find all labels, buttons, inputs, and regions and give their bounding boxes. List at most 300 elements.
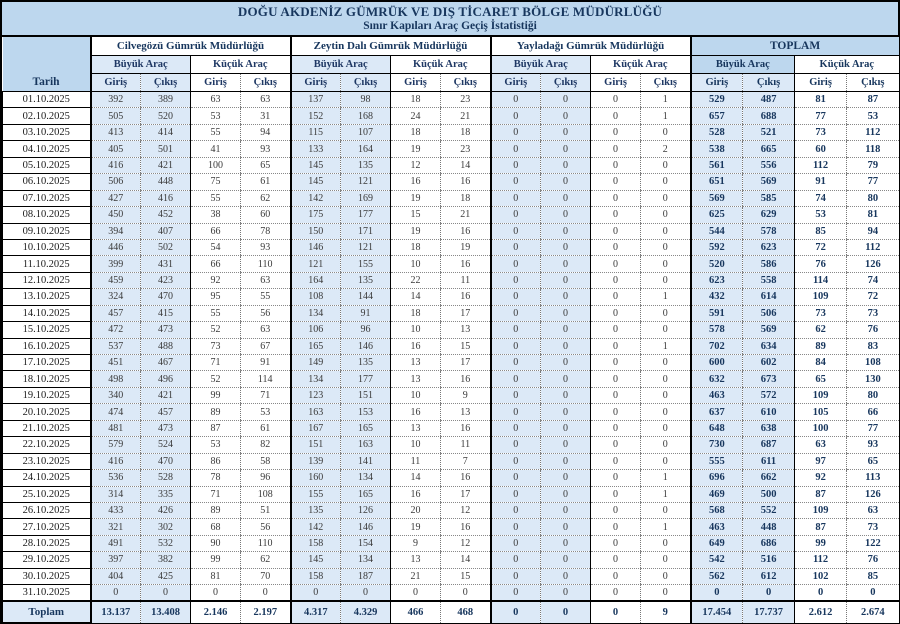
value-cell: 0 <box>491 239 541 255</box>
value-cell: 55 <box>191 305 241 321</box>
table-row <box>3 568 899 584</box>
value-cell: 141 <box>341 453 391 469</box>
date-cell: 25.10.2025 <box>3 486 91 502</box>
value-cell: 614 <box>743 289 795 305</box>
value-cell: 520 <box>691 256 743 272</box>
value-cell: 0 <box>541 535 591 551</box>
value-cell: 0 <box>541 371 591 387</box>
table-row <box>3 404 899 420</box>
value-cell: 0 <box>591 355 641 371</box>
value-cell: 648 <box>691 420 743 436</box>
value-cell: 10 <box>391 322 441 338</box>
report-title: DOĞU AKDENİZ GÜMRÜK VE DIŞ TİCARET BÖLGE MÜDÜRLÜĞÜ <box>237 4 663 19</box>
header-row-direction <box>3 74 899 92</box>
value-cell: 0 <box>591 470 641 486</box>
value-cell: 0 <box>491 486 541 502</box>
value-cell: 448 <box>743 519 795 535</box>
value-cell: 491 <box>91 535 141 551</box>
value-cell: 11 <box>441 437 491 453</box>
header-row-vehicle <box>3 56 899 74</box>
value-cell: 7 <box>441 453 491 469</box>
value-cell: 18 <box>441 124 491 140</box>
value-cell: 623 <box>743 239 795 255</box>
direction-header: Giriş <box>795 74 847 92</box>
direction-header: Çıkış <box>847 74 899 92</box>
value-cell: 16 <box>441 256 491 272</box>
value-cell: 0 <box>541 174 591 190</box>
value-cell: 421 <box>141 387 191 403</box>
value-cell: 528 <box>691 124 743 140</box>
value-cell: 0 <box>491 585 541 601</box>
table-row <box>3 453 899 469</box>
value-cell: 1 <box>641 486 691 502</box>
value-cell: 0 <box>691 585 743 601</box>
date-cell: 03.10.2025 <box>3 124 91 140</box>
value-cell: 0 <box>541 289 591 305</box>
value-cell: 108 <box>291 289 341 305</box>
value-cell: 0 <box>591 338 641 354</box>
value-cell: 0 <box>541 157 591 173</box>
value-cell: 20 <box>391 502 441 518</box>
value-cell: 532 <box>141 535 191 551</box>
value-cell: 498 <box>91 371 141 387</box>
value-cell: 558 <box>743 272 795 288</box>
value-cell: 73 <box>795 305 847 321</box>
value-cell: 0 <box>141 585 191 601</box>
value-cell: 78 <box>241 223 291 239</box>
value-cell: 505 <box>91 108 141 124</box>
value-cell: 473 <box>141 322 191 338</box>
value-cell: 637 <box>691 404 743 420</box>
table-row <box>3 502 899 518</box>
vehicle-type-header: Büyük Araç <box>91 56 191 74</box>
value-cell: 10 <box>391 387 441 403</box>
value-cell: 135 <box>341 272 391 288</box>
value-cell: 610 <box>743 404 795 420</box>
date-cell: 27.10.2025 <box>3 519 91 535</box>
value-cell: 0 <box>591 322 641 338</box>
value-cell: 0 <box>641 568 691 584</box>
value-cell: 561 <box>691 157 743 173</box>
value-cell: 135 <box>341 355 391 371</box>
value-cell: 16 <box>441 420 491 436</box>
value-cell: 0 <box>641 124 691 140</box>
value-cell: 452 <box>141 207 191 223</box>
value-cell: 0 <box>591 239 641 255</box>
table-row <box>3 157 899 173</box>
value-cell: 0 <box>491 437 541 453</box>
value-cell: 81 <box>795 92 847 108</box>
value-cell: 73 <box>847 519 899 535</box>
table-row <box>3 470 899 486</box>
value-cell: 340 <box>91 387 141 403</box>
value-cell: 0 <box>591 535 641 551</box>
value-cell: 0 <box>641 404 691 420</box>
value-cell: 730 <box>691 437 743 453</box>
value-cell: 649 <box>691 535 743 551</box>
value-cell: 629 <box>743 207 795 223</box>
value-cell: 0 <box>491 223 541 239</box>
value-cell: 108 <box>241 486 291 502</box>
value-cell: 19 <box>391 190 441 206</box>
value-cell: 544 <box>691 223 743 239</box>
value-cell: 506 <box>91 174 141 190</box>
date-cell: 16.10.2025 <box>3 338 91 354</box>
value-cell: 71 <box>191 355 241 371</box>
value-cell: 0 <box>541 404 591 420</box>
value-cell: 702 <box>691 338 743 354</box>
total-value-cell: 17.454 <box>691 601 743 623</box>
value-cell: 500 <box>743 486 795 502</box>
value-cell: 487 <box>743 92 795 108</box>
value-cell: 0 <box>541 124 591 140</box>
total-value-cell: 0 <box>591 601 641 623</box>
vehicle-type-header: Küçük Araç <box>191 56 291 74</box>
value-cell: 60 <box>795 141 847 157</box>
value-cell: 110 <box>241 256 291 272</box>
value-cell: 0 <box>641 585 691 601</box>
value-cell: 572 <box>743 387 795 403</box>
value-cell: 9 <box>391 535 441 551</box>
table-row <box>3 437 899 453</box>
date-cell: 22.10.2025 <box>3 437 91 453</box>
date-cell: 26.10.2025 <box>3 502 91 518</box>
value-cell: 335 <box>141 486 191 502</box>
value-cell: 0 <box>743 585 795 601</box>
value-cell: 168 <box>341 108 391 124</box>
date-cell: 28.10.2025 <box>3 535 91 551</box>
date-cell: 01.10.2025 <box>3 92 91 108</box>
value-cell: 427 <box>91 190 141 206</box>
table-row <box>3 535 899 551</box>
value-cell: 0 <box>491 420 541 436</box>
value-cell: 0 <box>591 437 641 453</box>
value-cell: 0 <box>491 322 541 338</box>
value-cell: 99 <box>795 535 847 551</box>
value-cell: 586 <box>743 256 795 272</box>
date-cell: 21.10.2025 <box>3 420 91 436</box>
value-cell: 0 <box>491 92 541 108</box>
value-cell: 135 <box>291 502 341 518</box>
value-cell: 426 <box>141 502 191 518</box>
direction-header: Çıkış <box>743 74 795 92</box>
table-body <box>3 92 899 602</box>
value-cell: 146 <box>291 239 341 255</box>
vehicle-type-header: Büyük Araç <box>291 56 391 74</box>
value-cell: 76 <box>795 256 847 272</box>
value-cell: 0 <box>641 355 691 371</box>
value-cell: 612 <box>743 568 795 584</box>
table-row <box>3 207 899 223</box>
table-row <box>3 305 899 321</box>
direction-header: Giriş <box>391 74 441 92</box>
value-cell: 506 <box>743 305 795 321</box>
date-cell: 10.10.2025 <box>3 239 91 255</box>
value-cell: 625 <box>691 207 743 223</box>
date-cell: 20.10.2025 <box>3 404 91 420</box>
value-cell: 0 <box>541 338 591 354</box>
value-cell: 52 <box>191 371 241 387</box>
value-cell: 569 <box>743 322 795 338</box>
value-cell: 163 <box>341 437 391 453</box>
date-cell: 18.10.2025 <box>3 371 91 387</box>
total-value-cell: 2.612 <box>795 601 847 623</box>
value-cell: 585 <box>743 190 795 206</box>
direction-header: Çıkış <box>541 74 591 92</box>
value-cell: 0 <box>491 404 541 420</box>
value-cell: 142 <box>291 519 341 535</box>
value-cell: 0 <box>541 502 591 518</box>
value-cell: 578 <box>743 223 795 239</box>
value-cell: 0 <box>541 223 591 239</box>
section-header: Cilvegözü Gümrük Müdürlüğü <box>91 37 291 56</box>
value-cell: 133 <box>291 141 341 157</box>
value-cell: 516 <box>743 552 795 568</box>
value-cell: 394 <box>91 223 141 239</box>
value-cell: 556 <box>743 157 795 173</box>
value-cell: 10 <box>391 437 441 453</box>
value-cell: 14 <box>391 289 441 305</box>
total-value-cell: 0 <box>491 601 541 623</box>
value-cell: 19 <box>391 141 441 157</box>
value-cell: 502 <box>141 239 191 255</box>
value-cell: 0 <box>591 223 641 239</box>
value-cell: 481 <box>91 420 141 436</box>
direction-header: Çıkış <box>341 74 391 92</box>
value-cell: 600 <box>691 355 743 371</box>
value-cell: 0 <box>591 420 641 436</box>
date-cell: 15.10.2025 <box>3 322 91 338</box>
value-cell: 0 <box>591 92 641 108</box>
value-cell: 457 <box>91 305 141 321</box>
value-cell: 121 <box>341 174 391 190</box>
value-cell: 56 <box>241 305 291 321</box>
value-cell: 0 <box>541 355 591 371</box>
value-cell: 164 <box>341 141 391 157</box>
value-cell: 389 <box>141 92 191 108</box>
value-cell: 175 <box>291 207 341 223</box>
date-cell: 11.10.2025 <box>3 256 91 272</box>
value-cell: 99 <box>191 552 241 568</box>
value-cell: 17 <box>441 486 491 502</box>
value-cell: 145 <box>291 174 341 190</box>
value-cell: 70 <box>241 568 291 584</box>
value-cell: 87 <box>795 519 847 535</box>
total-value-cell: 4.317 <box>291 601 341 623</box>
date-cell: 19.10.2025 <box>3 387 91 403</box>
value-cell: 121 <box>341 239 391 255</box>
value-cell: 10 <box>391 256 441 272</box>
value-cell: 99 <box>191 387 241 403</box>
value-cell: 71 <box>241 387 291 403</box>
value-cell: 66 <box>191 223 241 239</box>
value-cell: 154 <box>341 535 391 551</box>
value-cell: 0 <box>491 289 541 305</box>
value-cell: 0 <box>641 371 691 387</box>
total-value-cell: 13.408 <box>141 601 191 623</box>
value-cell: 0 <box>491 256 541 272</box>
value-cell: 0 <box>591 305 641 321</box>
value-cell: 0 <box>491 124 541 140</box>
value-cell: 0 <box>541 486 591 502</box>
value-cell: 321 <box>91 519 141 535</box>
value-cell: 0 <box>541 190 591 206</box>
value-cell: 0 <box>441 585 491 601</box>
value-cell: 0 <box>641 239 691 255</box>
value-cell: 0 <box>591 453 641 469</box>
value-cell: 112 <box>847 239 899 255</box>
value-cell: 137 <box>291 92 341 108</box>
total-value-cell: 2.674 <box>847 601 899 623</box>
value-cell: 474 <box>91 404 141 420</box>
value-cell: 160 <box>291 470 341 486</box>
value-cell: 187 <box>341 568 391 584</box>
total-label: Toplam <box>3 601 91 623</box>
value-cell: 53 <box>795 207 847 223</box>
table-row <box>3 585 899 601</box>
value-cell: 87 <box>191 420 241 436</box>
value-cell: 416 <box>91 157 141 173</box>
value-cell: 0 <box>591 190 641 206</box>
value-cell: 144 <box>341 289 391 305</box>
direction-header: Giriş <box>291 74 341 92</box>
value-cell: 0 <box>491 568 541 584</box>
value-cell: 0 <box>541 519 591 535</box>
value-cell: 433 <box>91 502 141 518</box>
value-cell: 0 <box>591 108 641 124</box>
table-head <box>3 37 899 92</box>
value-cell: 0 <box>541 92 591 108</box>
value-cell: 145 <box>291 157 341 173</box>
value-cell: 102 <box>795 568 847 584</box>
value-cell: 0 <box>491 157 541 173</box>
value-cell: 0 <box>641 207 691 223</box>
value-cell: 60 <box>241 207 291 223</box>
table-row <box>3 190 899 206</box>
value-cell: 109 <box>795 289 847 305</box>
value-cell: 397 <box>91 552 141 568</box>
value-cell: 94 <box>847 223 899 239</box>
value-cell: 91 <box>241 355 291 371</box>
value-cell: 407 <box>141 223 191 239</box>
value-cell: 87 <box>795 486 847 502</box>
total-value-cell: 466 <box>391 601 441 623</box>
value-cell: 16 <box>441 174 491 190</box>
value-cell: 24 <box>391 108 441 124</box>
value-cell: 0 <box>391 585 441 601</box>
value-cell: 165 <box>291 338 341 354</box>
value-cell: 11 <box>391 453 441 469</box>
table-row <box>3 338 899 354</box>
value-cell: 97 <box>795 453 847 469</box>
value-cell: 0 <box>541 585 591 601</box>
value-cell: 591 <box>691 305 743 321</box>
value-cell: 542 <box>691 552 743 568</box>
value-cell: 537 <box>91 338 141 354</box>
value-cell: 611 <box>743 453 795 469</box>
value-cell: 623 <box>691 272 743 288</box>
value-cell: 77 <box>847 174 899 190</box>
date-cell: 07.10.2025 <box>3 190 91 206</box>
value-cell: 0 <box>641 437 691 453</box>
date-cell: 30.10.2025 <box>3 568 91 584</box>
value-cell: 536 <box>91 470 141 486</box>
value-cell: 63 <box>191 92 241 108</box>
value-cell: 17 <box>441 355 491 371</box>
date-cell: 14.10.2025 <box>3 305 91 321</box>
table-row <box>3 387 899 403</box>
value-cell: 85 <box>847 568 899 584</box>
value-cell: 0 <box>541 552 591 568</box>
value-cell: 0 <box>541 322 591 338</box>
value-cell: 93 <box>241 239 291 255</box>
direction-header: Giriş <box>591 74 641 92</box>
value-cell: 324 <box>91 289 141 305</box>
value-cell: 61 <box>241 174 291 190</box>
value-cell: 686 <box>743 535 795 551</box>
value-cell: 416 <box>91 453 141 469</box>
value-cell: 15 <box>441 338 491 354</box>
value-cell: 0 <box>591 141 641 157</box>
value-cell: 0 <box>491 174 541 190</box>
value-cell: 602 <box>743 355 795 371</box>
value-cell: 56 <box>241 519 291 535</box>
value-cell: 177 <box>341 207 391 223</box>
value-cell: 81 <box>847 207 899 223</box>
value-cell: 0 <box>641 256 691 272</box>
value-cell: 0 <box>591 568 641 584</box>
direction-header: Giriş <box>91 74 141 92</box>
table-row <box>3 420 899 436</box>
value-cell: 109 <box>795 502 847 518</box>
value-cell: 92 <box>795 470 847 486</box>
value-cell: 145 <box>291 552 341 568</box>
direction-header: Giriş <box>491 74 541 92</box>
report-header <box>2 2 898 37</box>
value-cell: 399 <box>91 256 141 272</box>
value-cell: 0 <box>641 387 691 403</box>
value-cell: 0 <box>541 387 591 403</box>
table-row <box>3 289 899 305</box>
value-cell: 432 <box>691 289 743 305</box>
value-cell: 112 <box>795 157 847 173</box>
value-cell: 21 <box>391 568 441 584</box>
value-cell: 0 <box>591 289 641 305</box>
value-cell: 382 <box>141 552 191 568</box>
date-cell: 06.10.2025 <box>3 174 91 190</box>
value-cell: 53 <box>241 404 291 420</box>
value-cell: 0 <box>491 371 541 387</box>
value-cell: 421 <box>141 157 191 173</box>
value-cell: 114 <box>241 371 291 387</box>
value-cell: 450 <box>91 207 141 223</box>
value-cell: 568 <box>691 502 743 518</box>
value-cell: 12 <box>391 157 441 173</box>
value-cell: 463 <box>691 387 743 403</box>
date-cell: 23.10.2025 <box>3 453 91 469</box>
value-cell: 155 <box>291 486 341 502</box>
value-cell: 89 <box>191 404 241 420</box>
value-cell: 688 <box>743 108 795 124</box>
value-cell: 73 <box>795 124 847 140</box>
value-cell: 89 <box>191 502 241 518</box>
value-cell: 23 <box>441 141 491 157</box>
value-cell: 55 <box>241 289 291 305</box>
value-cell: 0 <box>641 157 691 173</box>
value-cell: 0 <box>641 174 691 190</box>
value-cell: 0 <box>541 470 591 486</box>
value-cell: 569 <box>691 190 743 206</box>
